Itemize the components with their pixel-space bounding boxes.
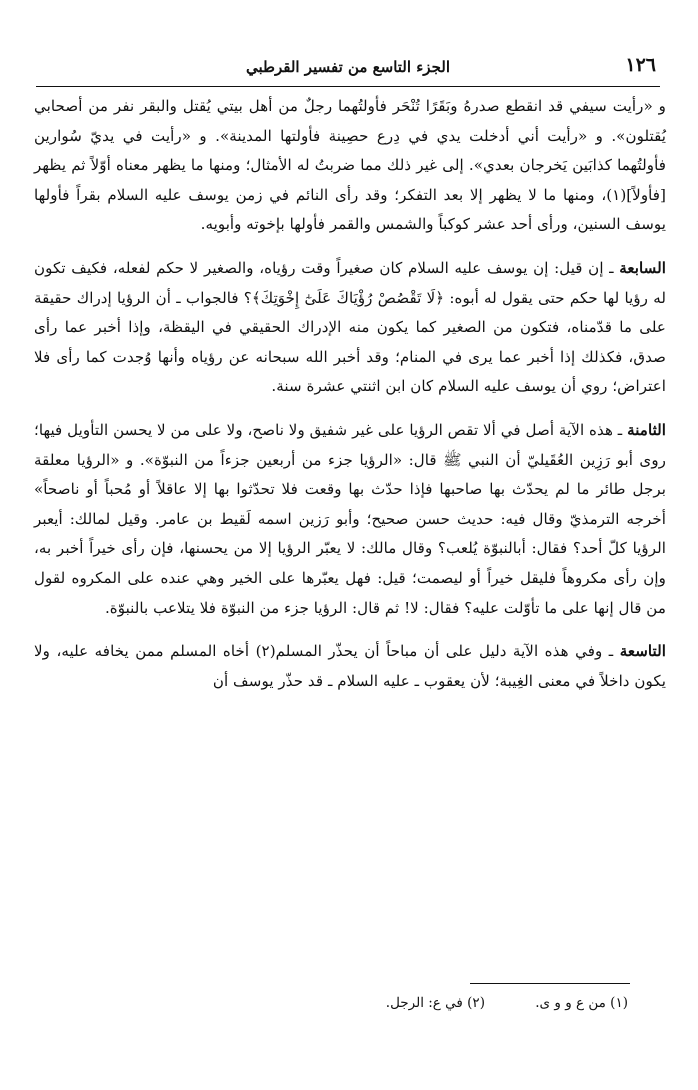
paragraph-heading: السابعة — [619, 258, 666, 277]
paragraph-ninth — [34, 637, 666, 696]
paragraph-heading: الثامنة — [627, 420, 666, 439]
paragraph-heading: التاسعة — [619, 642, 666, 661]
footnote-2: (٢) في ع: الرجل. — [385, 995, 485, 1011]
paragraph-intro — [34, 92, 666, 240]
paragraph-seventh — [34, 254, 666, 402]
footnote-1: (١) من ع و و ى. — [535, 995, 628, 1011]
page-number: ١٢٦ — [625, 54, 656, 76]
paragraph-eighth — [34, 416, 666, 623]
paragraph-text: ـ وفي هذه الآية دليل على أن مباحاً أن يحذّر المسلم(٢) أخاه المسلم ممن يخافه عليه، ولا يكون داخلاً في معنى الغِيبة؛ لأن يعقوب ـ عليه السلام ـ قد حذّر يوسف أن — [34, 642, 666, 690]
running-title: الجزء التاسع من تفسير القرطبي — [246, 58, 450, 76]
footnote-divider — [470, 983, 630, 984]
body-text — [34, 92, 666, 696]
footnotes — [340, 995, 628, 1011]
paragraph-text: ـ إن قيل: إن يوسف عليه السلام كان صغيراً وقت رؤياه، والصغير لا حكم لفعله، فكيف تكون له رؤيا لها حكم حتى يقول له أبوه: ﴿لَا تَقْصُصْ رُؤْيَاكَ عَلَىٰٓ إِخْوَتِكَ﴾؟ فالجواب ـ أن الرؤيا إدراك حقيقة على ما قدّمناه، فتكون من الصغير كما يكون منه الإدراك الحقيقي في اليقظة، وإذا أخبر عما رأى صدق، فكذلك إذا أخبر عما يرى في المنام؛ وقد أخبر الله سبحانه عن رؤياه وأنها وُجدت كما رأى فلا اعتراض؛ روي أن يوسف عليه السلام كان ابن اثنتي عشرة سنة. — [34, 258, 666, 396]
paragraph-text: و «رأيت سيفي قد انقطع صدرهُ وبَقَرًا تُنْحَر فأولتُهما رجلٌ من أهل بيتي يُقتل والبقر نفر من أصحابي يُقتلون». و «رأيت أني أدخلت يدي في دِرع حصِينة فأولتها المدينة». و «رأيت في يديّ سُوارين فأولتُهما كذابَين يَخرجان بعدي». إلى غير ذلك مما ضربتُ له الأمثال؛ ومنها ما يظهر معناه أوّلاً ثم يظهر [فأولاً](١)، ومنها ما لا يظهر إلا بعد التفكر؛ وقد رأى النائم في زمن يوسف عليه السلام بقراً فأولها يوسف السنين، ورأى أحد عشر كوكباً والشمس والقمر فأولها بإخوته وأبويه. — [34, 97, 666, 234]
paragraph-text: ـ هذه الآية أصل في ألا تقص الرؤيا على غير شفيق ولا ناصح، ولا على من لا يحسن التأويل فيها؛ روى أبو رَزِين العُقَيليّ أن النبي ﷺ قال: «الرؤيا جزء من أربعين جزءاً من النبوّة». و «الرؤيا معلقة برجل طائر ما لم يحدّث بها صاحبها فإذا حدّث بها وقعت فلا تحدّثوا بها إلا عاقلاً أو مُحباً أو ناصحاً» أخرجه الترمذيّ وقال فيه: حديث حسن صحيح؛ وأبو رَزين اسمه لَقيط بن عامر. وقيل لمالك: أيعبر الرؤيا كلّ أحد؟ فقال: أبالنبوّة يُلعب؟ وقال مالك: لا يعبّر الرؤيا إلا من يحسنها، فإن رأى خيراً أخبر به، وإن رأى مكروهاً فليقل خيراً أو ليصمت؛ قيل: فهل يعبّرها على الخير وهي عنده على المكروه لقول من قال إنها على ما تأوّلت عليه؟ فقال: لا! ثم قال: الرؤيا جزء من النبوّة فلا يتلاعب بالنبوّة. — [34, 420, 666, 617]
page-header — [36, 52, 660, 87]
